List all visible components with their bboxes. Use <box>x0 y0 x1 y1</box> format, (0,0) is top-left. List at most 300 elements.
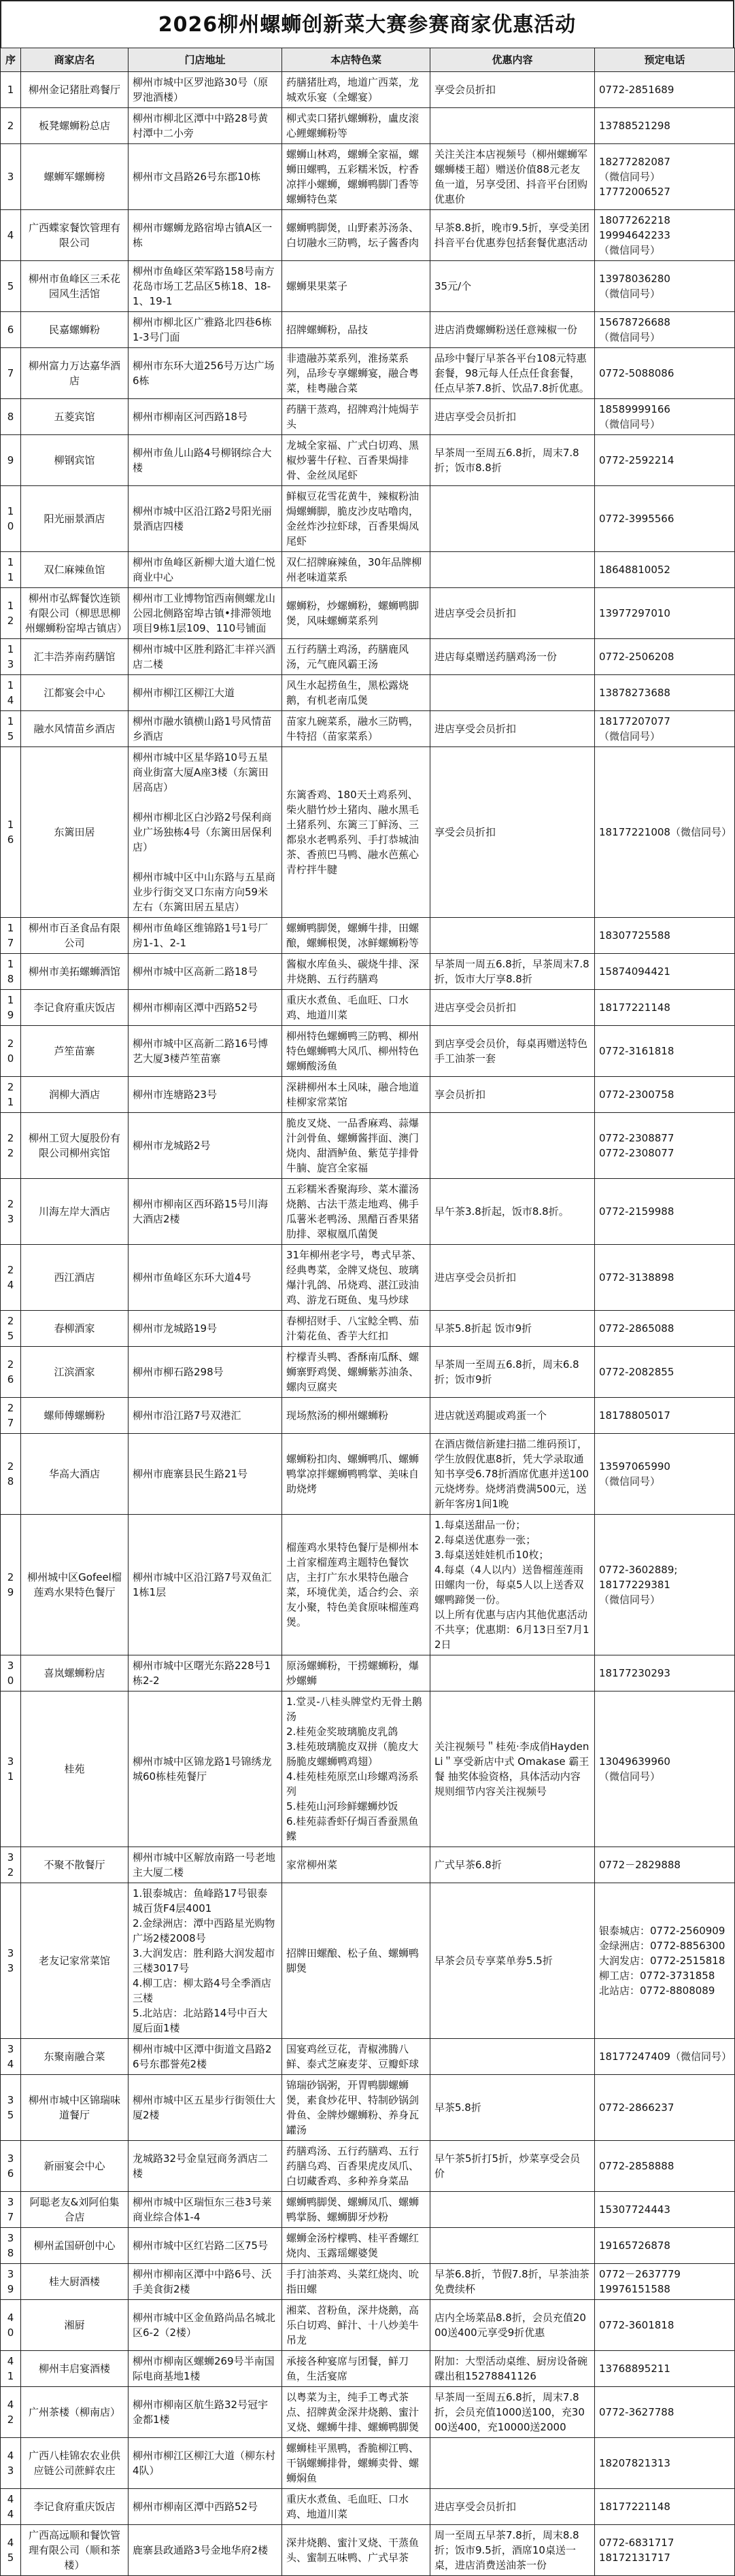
table-row <box>1 1311 735 1347</box>
cell-phone: 13977297010 <box>595 588 735 639</box>
cell-no: 34 <box>1 2039 21 2075</box>
table-row <box>1 2525 735 2576</box>
cell-merchant-name: 柳州孟国研创中心 <box>21 2228 129 2264</box>
cell-offer: 早茶5.8折 <box>430 2075 595 2141</box>
cell-address: 柳州市鱼峰区荣军路158号南方花岛市场工艺品区5栋18、18-1、19-1 <box>129 261 282 312</box>
cell-merchant-name: 广西高远顺和餐饮管理有限公司（顺和茶楼） <box>21 2525 129 2576</box>
cell-no: 14 <box>1 675 21 711</box>
header-dishes: 本店特色菜 <box>282 48 430 72</box>
cell-phone: 0772-2851689 <box>595 72 735 108</box>
cell-phone: 0772-3161818 <box>595 1026 735 1077</box>
cell-no: 7 <box>1 348 21 399</box>
cell-address: 柳州市城中区瑞恒东三巷3号莱商业综合体1-4 <box>129 2192 282 2228</box>
cell-merchant-name: 柳钢宾馆 <box>21 435 129 486</box>
cell-no: 44 <box>1 2489 21 2525</box>
cell-phone: 18177221148 <box>595 2489 735 2525</box>
cell-offer <box>430 486 595 552</box>
cell-dishes: 药膳鸡汤、五行药膳鸡、五行药膳乌鸡、百香果虎皮凤爪、白切藏香鸡、多种养身菜品 <box>282 2141 430 2192</box>
cell-merchant-name: 螺师傅螺蛳粉 <box>21 1398 129 1434</box>
cell-address: 柳州市城中区曙光东路228号1栋2-2 <box>129 1655 282 1691</box>
cell-phone: 15307724443 <box>595 2192 735 2228</box>
cell-address: 柳州市柳石路298号 <box>129 1347 282 1398</box>
cell-phone: 13049639960 （微信同号） <box>595 1691 735 1847</box>
cell-address: 柳州市工业博物馆西南侧螺龙山公园北侧路窑埠古镇•排滞领地项目9栋1层109、110号铺面 <box>129 588 282 639</box>
cell-no: 43 <box>1 2438 21 2489</box>
cell-offer: 进店享受会员折扣 <box>430 399 595 435</box>
cell-merchant-name: 柳州丰启宴酒楼 <box>21 2351 129 2387</box>
cell-dishes: 以粤菜为主，纯手工粤式茶点、招牌黄金深井烧鹅、蜜汁叉烧、螺蛳牛排、螺蛳鸭脚煲 <box>282 2387 430 2438</box>
cell-dishes: 螺蛳桂平黑鸭，香脆柳江鸭、干锅螺蛳排骨，螺蛳卖骨、螺蛳焖鱼 <box>282 2438 430 2489</box>
cell-dishes: 现场熬汤的柳州螺蛳粉 <box>282 1398 430 1434</box>
table-row <box>1 210 735 261</box>
table-row <box>1 2075 735 2141</box>
cell-phone: 0772－2637779 19976151588 <box>595 2264 735 2300</box>
cell-dishes: 招牌螺蛳粉，品技 <box>282 312 430 348</box>
cell-phone: 19165726878 <box>595 2228 735 2264</box>
merchant-table <box>0 48 735 2576</box>
cell-no: 40 <box>1 2300 21 2351</box>
cell-dishes: 酱椒水库鱼头、碳烧牛排、深井烧鹅、五行药膳鸡 <box>282 954 430 990</box>
cell-dishes: 东篱香鸡、180天土鸡系列、柴火腊竹炒土猪肉、融水黑毛土猪系列、东篱三丁鲜汤、三都泉水老鸭系列、手打恭城油茶、香煎巴马鸭、融水芭蕉心青柠拌牛腱 <box>282 747 430 918</box>
cell-dishes: 螺蛳金汤柠檬鸭、桂平香螺红烧肉、玉露瑶螺婆煲 <box>282 2228 430 2264</box>
cell-phone: 18178805017 <box>595 1398 735 1434</box>
cell-dishes: 鲜椒豆花雪花黄牛，辣椒粉油焗螺蛳脚，脆皮沙皮咕噜肉，金丝炸沙拉虾球，百香果焗凤尾虾 <box>282 486 430 552</box>
cell-address: 柳州市柳南区螺蛳269号半南国际电商基地1楼 <box>129 2351 282 2387</box>
table-row <box>1 1398 735 1434</box>
header-name: 商家店名 <box>21 48 129 72</box>
cell-dishes: 螺蛳鸭脚煲，螺蛳牛排，田螺酿，螺蛳根煲，冰鲜螺蛳粉等 <box>282 918 430 954</box>
cell-phone: 0772-2300758 <box>595 1077 735 1113</box>
cell-address: 柳州市龙城路19号 <box>129 1311 282 1347</box>
cell-offer: 享受会员折扣 <box>430 72 595 108</box>
cell-merchant-name: 桂大厨酒楼 <box>21 2264 129 2300</box>
cell-merchant-name: 广西蝶家餐饮管理有限公司 <box>21 210 129 261</box>
cell-address: 柳州市柳南区西环路15号川海大酒店2楼 <box>129 1179 282 1245</box>
cell-offer <box>430 1113 595 1179</box>
cell-dishes: 重庆水煮鱼、毛血旺、口水鸡、地道川菜 <box>282 990 430 1026</box>
cell-merchant-name: 汇丰浩荞南药膳馆 <box>21 639 129 675</box>
cell-address: 柳州市柳江区柳江大道（柳东村4队） <box>129 2438 282 2489</box>
cell-offer: 早茶5.8折起 饭市9折 <box>430 1311 595 1347</box>
cell-address: 龙城路32号金皇冠商务酒店二楼 <box>129 2141 282 2192</box>
cell-merchant-name: 广州茶楼（柳南店） <box>21 2387 129 2438</box>
cell-phone: 0772-3138898 <box>595 1245 735 1311</box>
cell-offer: 进店享受会员折扣 <box>430 2489 595 2525</box>
table-row <box>1 552 735 588</box>
cell-phone: 0772-2159988 <box>595 1179 735 1245</box>
cell-no: 5 <box>1 261 21 312</box>
cell-offer <box>430 2039 595 2075</box>
cell-merchant-name: 芦笙苗寨 <box>21 1026 129 1077</box>
cell-no: 38 <box>1 2228 21 2264</box>
cell-no: 12 <box>1 588 21 639</box>
cell-dishes: 双仁招牌麻辣鱼，30年品牌柳州老味道菜系 <box>282 552 430 588</box>
cell-phone: 0772-6831717 18172131717 <box>595 2525 735 2576</box>
table-row <box>1 144 735 210</box>
table-row <box>1 108 735 144</box>
cell-no: 28 <box>1 1434 21 1515</box>
cell-merchant-name: 柳州工贸大厦股份有限公司柳州宾馆 <box>21 1113 129 1179</box>
table-row <box>1 2192 735 2228</box>
cell-dishes: 螺蛳鸭脚煲、螺蛳凤爪、螺蛳鸭掌肠、螺蛳脚牙炒粉 <box>282 2192 430 2228</box>
cell-dishes: 螺蛳山林鸡，螺蛳全家福，螺蛳田螺鸭，五彩糯米饭，柠香凉拌小螺蛳，螺蛳鸭脚门香等螺蛳特色菜 <box>282 144 430 210</box>
cell-no: 30 <box>1 1655 21 1691</box>
cell-offer <box>430 2192 595 2228</box>
cell-dishes: 螺蛳果果菜子 <box>282 261 430 312</box>
cell-offer: 进店消费螺蛳粉送任意辣椒一份 <box>430 312 595 348</box>
cell-dishes: 湘菜、苕粉鱼，深井烧鹅，高乐白切鸡、鲜汁、十八炒美牛吊龙 <box>282 2300 430 2351</box>
cell-dishes: 31年柳州老字号，粤式早茶、经典粤菜，金牌叉烧包、玻璃爆汁乳鸽、吊烧鸡、湛江豉油鸡、游龙石斑鱼、鬼马炒球 <box>282 1245 430 1311</box>
cell-address: 柳州市文昌路26号东郡10栋 <box>129 144 282 210</box>
cell-offer: 广式早茶6.8折 <box>430 1847 595 1883</box>
cell-dishes: 承接各种宴席与团餐，鲜刀鱼，生活宴席 <box>282 2351 430 2387</box>
table-row <box>1 312 735 348</box>
cell-address: 柳州市城中区高新二路18号 <box>129 954 282 990</box>
cell-dishes: 深井烧鹅、蜜汁叉烧、干蒸鱼头、蜜制五味鸭、广式早茶 <box>282 2525 430 2576</box>
cell-no: 33 <box>1 1883 21 2039</box>
cell-merchant-name: 江滨酒家 <box>21 1347 129 1398</box>
cell-dishes: 药膳干蒸鸡，招牌鸡汁炖焗芋头 <box>282 399 430 435</box>
cell-address: 柳州市鱼儿山路4号柳钢综合大楼 <box>129 435 282 486</box>
cell-offer <box>430 108 595 144</box>
cell-offer: 进店享受会员折扣 <box>430 1245 595 1311</box>
table-row <box>1 639 735 675</box>
cell-offer: 早茶8.8折，晚市9.5折，享受美团抖音平台优惠券包括套餐优惠活动 <box>430 210 595 261</box>
cell-address: 柳州市城中区五星步行街领仕大厦2楼 <box>129 2075 282 2141</box>
cell-merchant-name: 桂苑 <box>21 1691 129 1847</box>
cell-merchant-name: 民嘉螺蛳粉 <box>21 312 129 348</box>
cell-offer: 早茶会员专享菜单券5.5折 <box>430 1883 595 2039</box>
cell-address: 柳州市柳南区航生路32号冠宇金都1楼 <box>129 2387 282 2438</box>
cell-offer: 进店就送鸡腿或鸡蛋一个 <box>430 1398 595 1434</box>
cell-merchant-name: 华高大酒店 <box>21 1434 129 1515</box>
table-row <box>1 1883 735 2039</box>
cell-phone: 0772－2829888 <box>595 1847 735 1883</box>
cell-phone: 18177247409（微信同号） <box>595 2039 735 2075</box>
cell-merchant-name: 柳州市城中区锦瑞味道餐厅 <box>21 2075 129 2141</box>
cell-phone: 0772-3627788 <box>595 2387 735 2438</box>
cell-phone: 18177207077 （微信同号） <box>595 711 735 747</box>
table-row <box>1 1113 735 1179</box>
cell-phone: 0772-2308877 0772-2308077 <box>595 1113 735 1179</box>
cell-merchant-name: 阿聪老友&刘阿伯集合店 <box>21 2192 129 2228</box>
cell-dishes: 五行药膳土鸡汤，药膳鹿风汤，元气鹿风霸王汤 <box>282 639 430 675</box>
cell-merchant-name: 东聚南融合菜 <box>21 2039 129 2075</box>
cell-address: 柳州市城中区沿江路7号双鱼汇1栋1层 <box>129 1515 282 1655</box>
cell-address: 柳州市鱼峰区新柳大道大道仁悦商业中心 <box>129 552 282 588</box>
cell-address: 柳州市柳南区潭中西路52号 <box>129 990 282 1026</box>
cell-no: 3 <box>1 144 21 210</box>
cell-phone: 0772-2865088 <box>595 1311 735 1347</box>
cell-phone: 18177221008（微信同号） <box>595 747 735 918</box>
cell-offer: 享受会员折扣 <box>430 747 595 918</box>
cell-merchant-name: 春柳酒家 <box>21 1311 129 1347</box>
cell-merchant-name: 川海左岸大酒店 <box>21 1179 129 1245</box>
cell-no: 11 <box>1 552 21 588</box>
page-title: 2026柳州螺蛳创新菜大赛参赛商家优惠活动 <box>0 0 734 48</box>
cell-address: 柳州市柳江区柳江大道 <box>129 675 282 711</box>
cell-address: 柳州市融水镇横山路1号风情苗乡酒店 <box>129 711 282 747</box>
table-row <box>1 348 735 399</box>
cell-no: 35 <box>1 2075 21 2141</box>
table-row <box>1 2300 735 2351</box>
cell-no: 22 <box>1 1113 21 1179</box>
cell-phone: 18589999166 （微信同号） <box>595 399 735 435</box>
cell-merchant-name: 柳州市弘辉餐饮连锁有限公司（柳思思柳州螺蛳粉窑埠古镇店） <box>21 588 129 639</box>
cell-offer: 早茶周一至周五6.8折，周末6.8折；饭市9折 <box>430 1347 595 1398</box>
cell-no: 20 <box>1 1026 21 1077</box>
cell-phone: 15678726688 （微信同号） <box>595 312 735 348</box>
table-row <box>1 1434 735 1515</box>
cell-offer: 早午茶3.8折起，饭市8.8折。 <box>430 1179 595 1245</box>
table-row <box>1 2489 735 2525</box>
cell-dishes: 螺蛳鸭脚煲，山野素苏汤条、白切融水三防鸭，坛子酱香肉 <box>282 210 430 261</box>
cell-phone: 0772-2082855 <box>595 1347 735 1398</box>
cell-merchant-name: 广西八桂锦农农业供应链公司蔗鲜农庄 <box>21 2438 129 2489</box>
cell-merchant-name: 老友记家常菜馆 <box>21 1883 129 2039</box>
cell-phone: 0772-3602889; 18177229381 （微信同号） <box>595 1515 735 1655</box>
cell-offer <box>430 675 595 711</box>
cell-no: 18 <box>1 954 21 990</box>
cell-dishes: 脆皮叉烧、一品香麻鸡、蒜爆汁剑骨鱼、螺蛳酱拌面、澳门烧肉、甜酒鲈鱼、紫苋芋排骨牛腩、旋宫全家福 <box>282 1113 430 1179</box>
cell-phone: 18277282087 （微信同号） 17772006527 <box>595 144 735 210</box>
cell-no: 41 <box>1 2351 21 2387</box>
table-row <box>1 399 735 435</box>
table-row <box>1 747 735 918</box>
cell-merchant-name: 李记食府重庆饭店 <box>21 2489 129 2525</box>
cell-no: 10 <box>1 486 21 552</box>
cell-no: 21 <box>1 1077 21 1113</box>
cell-phone: 13978036280 （微信同号） <box>595 261 735 312</box>
cell-dishes: 五彩糯米香聚海珍、菜木灌汤烧鹅、古法干蒸走地鸡、佛手瓜薯米老鸭汤、黑醋百香果猪肋排、翠椒凰爪菌煲 <box>282 1179 430 1245</box>
table-row <box>1 1347 735 1398</box>
cell-offer: 早茶6.8折，节假7.8折，早茶油茶免费续杯 <box>430 2264 595 2300</box>
header-no: 序 <box>1 48 21 72</box>
cell-address: 柳州市龙城路2号 <box>129 1113 282 1179</box>
cell-no: 24 <box>1 1245 21 1311</box>
table-row <box>1 675 735 711</box>
cell-merchant-name: 新丽宴会中心 <box>21 2141 129 2192</box>
cell-merchant-name: 阳光丽景酒店 <box>21 486 129 552</box>
cell-merchant-name: 湘厨 <box>21 2300 129 2351</box>
cell-dishes: 榴莲鸡水果特色餐厅是柳州本土首家榴莲鸡主题特色餐饮店，主打广东水果特色融合菜，环境优美，适合约会、亲友小聚，特色美食原味榴莲鸡煲。 <box>282 1515 430 1655</box>
table-row <box>1 1077 735 1113</box>
table-row <box>1 711 735 747</box>
cell-merchant-name: 李记食府重庆饭店 <box>21 990 129 1026</box>
cell-offer <box>430 2438 595 2489</box>
cell-offer: 享会员折扣 <box>430 1077 595 1113</box>
cell-address: 柳州市柳南区潭中中路6号、沃手美食街2楼 <box>129 2264 282 2300</box>
header-offer: 优惠内容 <box>430 48 595 72</box>
cell-phone: 0772-2506208 <box>595 639 735 675</box>
cell-offer <box>430 2228 595 2264</box>
cell-offer: 进店享受会员折扣 <box>430 588 595 639</box>
table-row <box>1 588 735 639</box>
table-row <box>1 486 735 552</box>
cell-merchant-name: 柳州市鱼峰区三禾花园风生活馆 <box>21 261 129 312</box>
cell-address: 柳州市连塘路23号 <box>129 1077 282 1113</box>
table-row <box>1 918 735 954</box>
cell-dishes: 原汤螺蛳粉，干捞螺蛳粉，爆炒螺蛳 <box>282 1655 430 1691</box>
table-row <box>1 2387 735 2438</box>
table-row <box>1 990 735 1026</box>
cell-merchant-name: 融水风情苗乡酒店 <box>21 711 129 747</box>
cell-no: 8 <box>1 399 21 435</box>
cell-offer: 关注视频号＂桂苑·李成俏HaydenLi＂享受新店中式 Omakase 霸王餐 抽奖体验资格，具体活动内容规则细节内容关注视频号 <box>430 1691 595 1847</box>
cell-dishes: 深耕柳州本土风味，融合地道桂柳家常菜馆 <box>282 1077 430 1113</box>
cell-merchant-name: 喜岚螺蛳粉店 <box>21 1655 129 1691</box>
table-row <box>1 1179 735 1245</box>
cell-merchant-name: 柳州城中区Gofeel榴莲鸡水果特色餐厅 <box>21 1515 129 1655</box>
cell-dishes: 手打油茶鸡、头菜红烧肉、吮指田螺 <box>282 2264 430 2300</box>
cell-address: 柳州市城中区胜利路汇丰祥兴酒店二楼 <box>129 639 282 675</box>
cell-phone: 15874094421 <box>595 954 735 990</box>
cell-dishes: 春柳招财手、八宝鲶全鸭、茄汁菊花鱼、香芋大红扣 <box>282 1311 430 1347</box>
cell-no: 1 <box>1 72 21 108</box>
table-row <box>1 2039 735 2075</box>
table-row <box>1 2351 735 2387</box>
cell-address: 鹿寨县政通路3号金地华府2楼 <box>129 2525 282 2576</box>
cell-dishes: 柳式卖口猪扒螺蛳粉，盧皮滚心鲤螺蛳粉等 <box>282 108 430 144</box>
cell-no: 25 <box>1 1311 21 1347</box>
cell-no: 2 <box>1 108 21 144</box>
cell-no: 15 <box>1 711 21 747</box>
cell-no: 9 <box>1 435 21 486</box>
cell-merchant-name: 柳州市美拓螺蛳酒馆 <box>21 954 129 990</box>
cell-no: 6 <box>1 312 21 348</box>
table-header-row <box>1 48 735 72</box>
table-row <box>1 1515 735 1655</box>
cell-address: 1.银泰城店：鱼峰路17号银泰城百货F4层4001 2.金绿洲店：潭中西路星光购物广场2楼2008号 3.大润发店：胜利路大润发超市三楼3017号 4.柳工店：柳太路4号全季酒店三楼 5.北站店：北站路14号中百大厦后面1楼 <box>129 1883 282 2039</box>
cell-dishes: 非遗融苏菜系列，淮扬菜系列，品珍专享螺蛳宴，融合粤菜，桂粤融合菜 <box>282 348 430 399</box>
cell-dishes: 龙城全家福、广式白切鸡、黑椒炒薯牛仔粒、百香果焗排骨、金丝凤尾虾 <box>282 435 430 486</box>
cell-no: 36 <box>1 2141 21 2192</box>
cell-offer <box>430 918 595 954</box>
cell-address: 柳州市城中区潭中街道文昌路26号东郡誉苑2楼 <box>129 2039 282 2075</box>
cell-merchant-name: 双仁麻辣鱼馆 <box>21 552 129 588</box>
cell-phone: 13768895211 <box>595 2351 735 2387</box>
cell-merchant-name: 板凳螺蛳粉总店 <box>21 108 129 144</box>
cell-no: 17 <box>1 918 21 954</box>
cell-phone: 13597065990 （微信同号） <box>595 1434 735 1515</box>
cell-phone: 0772-2592214 <box>595 435 735 486</box>
cell-no: 37 <box>1 2192 21 2228</box>
cell-dishes: 风生水起捞鱼生，黑松露烧鹅，有机老南瓜煲 <box>282 675 430 711</box>
cell-dishes: 柳州特色螺蛳鸭三防鸭、柳州特色螺蛳鸭大风爪、柳州特色螺蛳酸汤鱼 <box>282 1026 430 1077</box>
table-body <box>1 72 735 2576</box>
cell-merchant-name: 柳州金记猪肚鸡餐厅 <box>21 72 129 108</box>
cell-address: 柳州市城中区红岩路二区75号 <box>129 2228 282 2264</box>
cell-address: 柳州市东环大道256号万达广场6栋 <box>129 348 282 399</box>
cell-address: 柳州市城中区金鱼路尚品名城北区6-2（2楼） <box>129 2300 282 2351</box>
table-row <box>1 72 735 108</box>
cell-offer: 周一至周五早茶7.8折，周末8.8折；饭市9.5折，酒席10桌送一桌，进店消费送油茶一份 <box>430 2525 595 2576</box>
table-row <box>1 2141 735 2192</box>
cell-no: 45 <box>1 2525 21 2576</box>
cell-phone: 0772-3995566 <box>595 486 735 552</box>
cell-offer: 附加：大型活动桌维、厨房设备碗碟出租15278841126 <box>430 2351 595 2387</box>
cell-merchant-name: 江都宴会中心 <box>21 675 129 711</box>
cell-phone: 13878273688 <box>595 675 735 711</box>
cell-phone: 18077262218 19994642233 （微信同号） <box>595 210 735 261</box>
cell-offer: 早茶周一周五6.8折，早茶周末7.8折，饭市大厅享8.8折 <box>430 954 595 990</box>
cell-address: 柳州市城中区星华路10号五星商业街富大厦A座3楼（东篱田居高店） 柳州市柳北区白沙路2号保利商业广场独栋4号（东篱田居保利店） 柳州市城中区中山东路与五星商业步行街交叉口东南方向59米左右（东篱田居五星店） <box>129 747 282 918</box>
cell-offer <box>430 1655 595 1691</box>
cell-dishes: 家常柳州菜 <box>282 1847 430 1883</box>
cell-no: 27 <box>1 1398 21 1434</box>
cell-offer: 关注关注本店视频号（柳州螺蛳军螺蛳楼王超）赠送价值88元老友鱼一道，另享受团、抖音平台团购优惠价 <box>430 144 595 210</box>
cell-address: 柳州市城中区罗池路30号（原罗池酒楼） <box>129 72 282 108</box>
cell-offer <box>430 552 595 588</box>
cell-no: 16 <box>1 747 21 918</box>
cell-offer: 早午茶5折打5折，炒菜享受会员价 <box>430 2141 595 2192</box>
cell-offer: 早茶周一至周五6.8折，周末7.8折，会员充值1000送100，充3000送400，充10000送2000 <box>430 2387 595 2438</box>
cell-address: 柳州市柳南区河西路18号 <box>129 399 282 435</box>
cell-phone: 18307725588 <box>595 918 735 954</box>
cell-no: 23 <box>1 1179 21 1245</box>
cell-phone: 银泰城店：0772-2560909 金绿洲店：0772-8856300 大润发店：0772-2515818 柳工店：0772-3731858 北站店：0772-8808089 <box>595 1883 735 2039</box>
cell-address: 柳州市螺蛳龙路宿埠古镇A区一栋 <box>129 210 282 261</box>
cell-address: 柳州市鱼峰区东环大道4号 <box>129 1245 282 1311</box>
cell-address: 柳州市柳南区潭中西路52号 <box>129 2489 282 2525</box>
table-row <box>1 1847 735 1883</box>
cell-dishes: 1.堂灵-八桂头牌堂灼无骨土鹅汤 2.桂苑金奖玻璃脆皮乳鸽 3.桂苑玻璃脆皮双拼（脆皮大肠脆皮螺蛳鸭鸡翅） 4.桂苑桂苑原烹山珍螺鸡汤系列 5.桂苑山河珍鲜螺蛳炒饭 6.桂苑蒜香虾仔焗百香蚕黑鱼鲽 <box>282 1691 430 1847</box>
cell-merchant-name: 润柳大酒店 <box>21 1077 129 1113</box>
cell-phone: 0772-3601818 <box>595 2300 735 2351</box>
cell-address: 柳州市城中区高新二路16号博艺大厦3楼芦笙苗寨 <box>129 1026 282 1077</box>
cell-offer: 在酒店微信新建扫描二维码预订，学生放假优惠8折，凭大学录取通知书享受6.78折酒席优惠并送100元烧烤券。烧烤消费满500元，送新年客房1间1晚 <box>430 1434 595 1515</box>
table-row <box>1 1691 735 1847</box>
cell-offer: 进店享受会员折扣 <box>430 990 595 1026</box>
cell-offer: 进店享受会员折扣 <box>430 711 595 747</box>
cell-merchant-name: 螺蛳军螺蛳榜 <box>21 144 129 210</box>
cell-no: 19 <box>1 990 21 1026</box>
cell-no: 32 <box>1 1847 21 1883</box>
cell-address: 柳州市鱼峰区维锦路1号1号厂房1-1、2-1 <box>129 918 282 954</box>
table-row <box>1 435 735 486</box>
cell-address: 柳州市城中区沿江路2号阳光丽景酒店四楼 <box>129 486 282 552</box>
cell-dishes: 螺蛳粉，炒螺蛳粉，螺蛳鸭脚煲，风味螺蛳菜系列 <box>282 588 430 639</box>
cell-dishes: 柠檬青头鸭、香酥南瓜酥、螺蛳寨野鸡煲、螺蛳紫苏油条、螺肉豆腐夹 <box>282 1347 430 1398</box>
table-row <box>1 1026 735 1077</box>
cell-dishes: 苗家九碗菜系，融水三防鸭，牛特招（苗家菜系） <box>282 711 430 747</box>
cell-address: 柳州市柳北区广雅路北四巷6栋1-3号门面 <box>129 312 282 348</box>
cell-no: 42 <box>1 2387 21 2438</box>
cell-merchant-name: 柳州富力万达嘉华酒店 <box>21 348 129 399</box>
cell-no: 39 <box>1 2264 21 2300</box>
cell-address: 柳州市城中区解放南路一号老地主大厦二楼 <box>129 1847 282 1883</box>
table-row <box>1 954 735 990</box>
cell-address: 柳州市沿江路7号双港汇 <box>129 1398 282 1434</box>
cell-offer: 店内全场菜品8.8折，会员充值2000送400元享受9折优惠 <box>430 2300 595 2351</box>
cell-no: 26 <box>1 1347 21 1398</box>
cell-offer: 1.每桌送甜品一份； 2.每桌送优惠券一张； 3.每桌送娃娃机币10枚； 4.每桌（4人以内）送鲁榴莲莲雨田螺肉一份，每桌5人以上送香双螺鸭蹄煲一份。 以上所有优惠与店内其他优惠活动不共享；优惠期：6月13日至7月12日 <box>430 1515 595 1655</box>
table-row <box>1 1655 735 1691</box>
cell-merchant-name: 西江酒店 <box>21 1245 129 1311</box>
cell-offer: 到店享受会员价，每桌再赠送特色手工油茶一套 <box>430 1026 595 1077</box>
table-row <box>1 261 735 312</box>
cell-address: 柳州市鹿寨县民生路21号 <box>129 1434 282 1515</box>
table-row <box>1 2228 735 2264</box>
cell-no: 31 <box>1 1691 21 1847</box>
cell-no: 13 <box>1 639 21 675</box>
cell-phone: 13788521298 <box>595 108 735 144</box>
header-phone: 预定电话 <box>595 48 735 72</box>
header-address: 门店地址 <box>129 48 282 72</box>
cell-dishes: 药膳猪肚鸡，地道广西菜，龙城欢乐宴（全螺宴） <box>282 72 430 108</box>
cell-offer: 早茶周一至周五6.8折，周末7.8折；饭市8.8折 <box>430 435 595 486</box>
cell-phone: 18207821313 <box>595 2438 735 2489</box>
